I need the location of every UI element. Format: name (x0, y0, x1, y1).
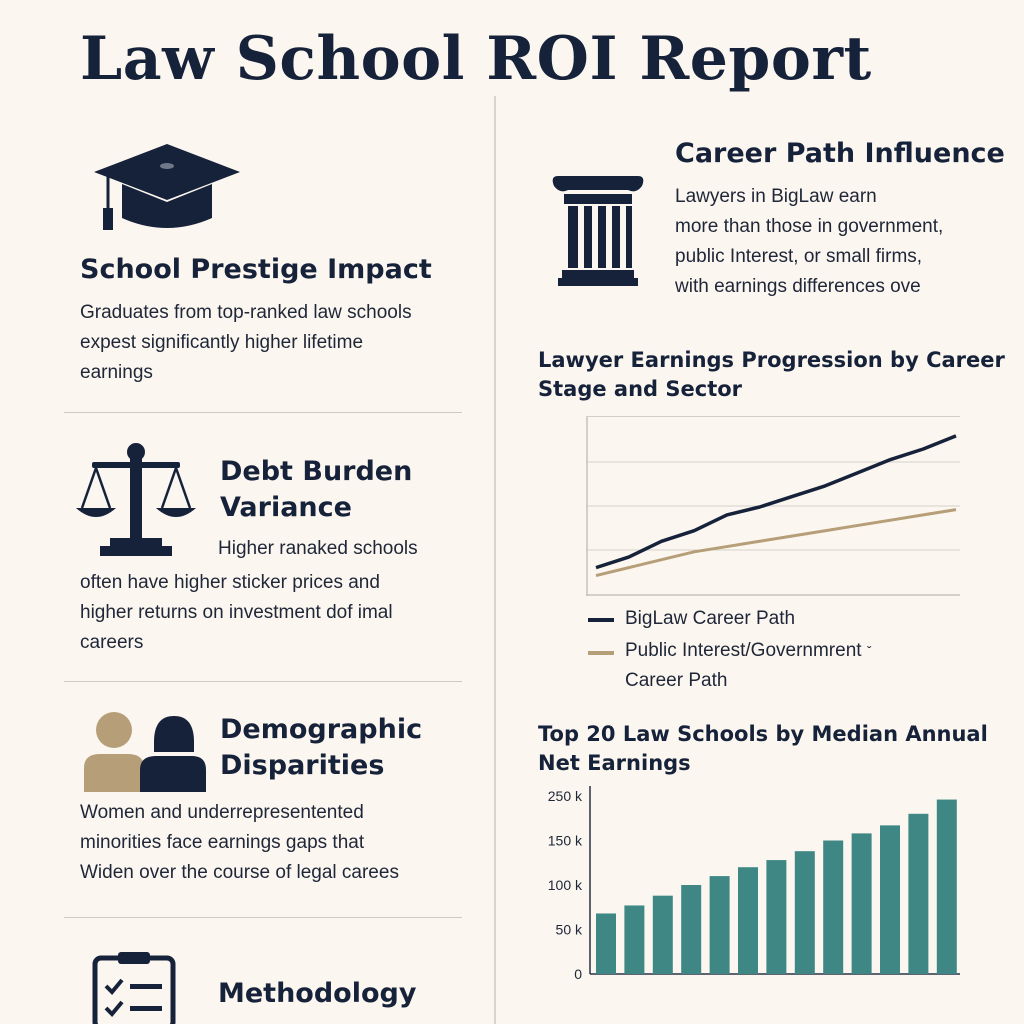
legend-label-line-text: Public Interest/Governmrent (625, 640, 862, 661)
page-title: Law School ROI Report (80, 24, 872, 94)
legend-label-line (625, 636, 872, 666)
bar-chart-y-tick-label: 100 k (547, 877, 582, 893)
legend-stray-mark: ˇ (866, 643, 872, 659)
prestige-line: expest significantly higher lifetime (80, 332, 364, 353)
line-chart (586, 416, 960, 596)
career-line: public Interest, or small firms, (675, 246, 923, 267)
legend-label-line: Career Path (625, 670, 728, 691)
column-divider (494, 96, 496, 1024)
debt-heading (220, 454, 412, 526)
bar (766, 860, 786, 974)
bar (624, 905, 644, 974)
debt-line: higher returns on investment dof imal (80, 602, 393, 623)
bar (823, 841, 843, 975)
bar (710, 876, 730, 974)
demographic-line: Widen over the course of legal carees (80, 862, 399, 883)
debt-text-first (218, 534, 418, 564)
debt-line: often have higher sticker prices and (80, 572, 380, 593)
methodology-heading: Methodology (218, 978, 417, 1009)
bar-chart-title-line: Top 20 Law Schools by Median Annual (538, 722, 988, 746)
graduation-cap-icon (90, 142, 244, 232)
bar (908, 814, 928, 974)
demographic-line: Women and underrepresentented (80, 802, 364, 823)
bar (937, 800, 957, 974)
demographic-heading-line: Demographic (220, 714, 423, 745)
line-chart-title (538, 346, 1005, 404)
legend-label-biglaw: BigLaw Career Path (625, 608, 796, 629)
prestige-line: Graduates from top-ranked law schools (80, 302, 412, 323)
bar-chart-y-tick-label: 250 k (547, 788, 582, 804)
people-icon (82, 708, 206, 792)
bar (795, 851, 815, 974)
prestige-text (80, 298, 412, 388)
career-line: with earnings differences ove (675, 276, 921, 297)
bar (681, 885, 701, 974)
bar-chart-y-tick-label: 0 (574, 966, 582, 982)
section-divider (64, 917, 462, 918)
bar-chart-title-line: Net Earnings (538, 751, 691, 775)
line-chart-title-line: Stage and Sector (538, 377, 743, 401)
line-chart-title-line: Lawyer Earnings Progression by Career (538, 348, 1005, 372)
bar (596, 913, 616, 974)
line-series-1 (596, 510, 956, 576)
column-pillar-icon (550, 172, 646, 288)
legend-swatch-public (588, 651, 614, 655)
career-text (675, 182, 943, 302)
prestige-line: earnings (80, 362, 153, 383)
debt-heading-line: Debt Burden (220, 456, 413, 487)
demographic-heading (220, 712, 422, 784)
scales-of-justice-icon (74, 440, 198, 558)
demographic-text (80, 798, 399, 888)
section-divider (64, 681, 462, 682)
bar (852, 833, 872, 974)
bar-chart-title (538, 720, 988, 778)
bar (880, 825, 900, 974)
career-heading: Career Path Influence (675, 138, 1005, 169)
legend-swatch-biglaw (588, 618, 614, 622)
prestige-heading: School Prestige Impact (80, 254, 432, 285)
debt-heading-line: Variance (220, 492, 352, 523)
line-series-0 (596, 436, 956, 568)
debt-line: Higher ranaked schools (218, 538, 418, 559)
bar (738, 867, 758, 974)
bar-chart-y-tick-label: 50 k (555, 921, 582, 938)
debt-line: careers (80, 632, 144, 653)
bar (653, 896, 673, 974)
career-line: Lawyers in BigLaw earn (675, 186, 877, 207)
debt-text (80, 568, 393, 658)
demographic-heading-line: Disparities (220, 750, 385, 781)
bar-chart-y-tick-label: 150 k (547, 832, 582, 849)
demographic-line: minorities face earnings gaps that (80, 832, 365, 853)
bar-chart (530, 786, 970, 982)
legend-label-public (625, 636, 872, 696)
career-line: more than those in government, (675, 216, 944, 237)
checklist-clipboard-icon (92, 950, 176, 1024)
section-divider (64, 412, 462, 413)
